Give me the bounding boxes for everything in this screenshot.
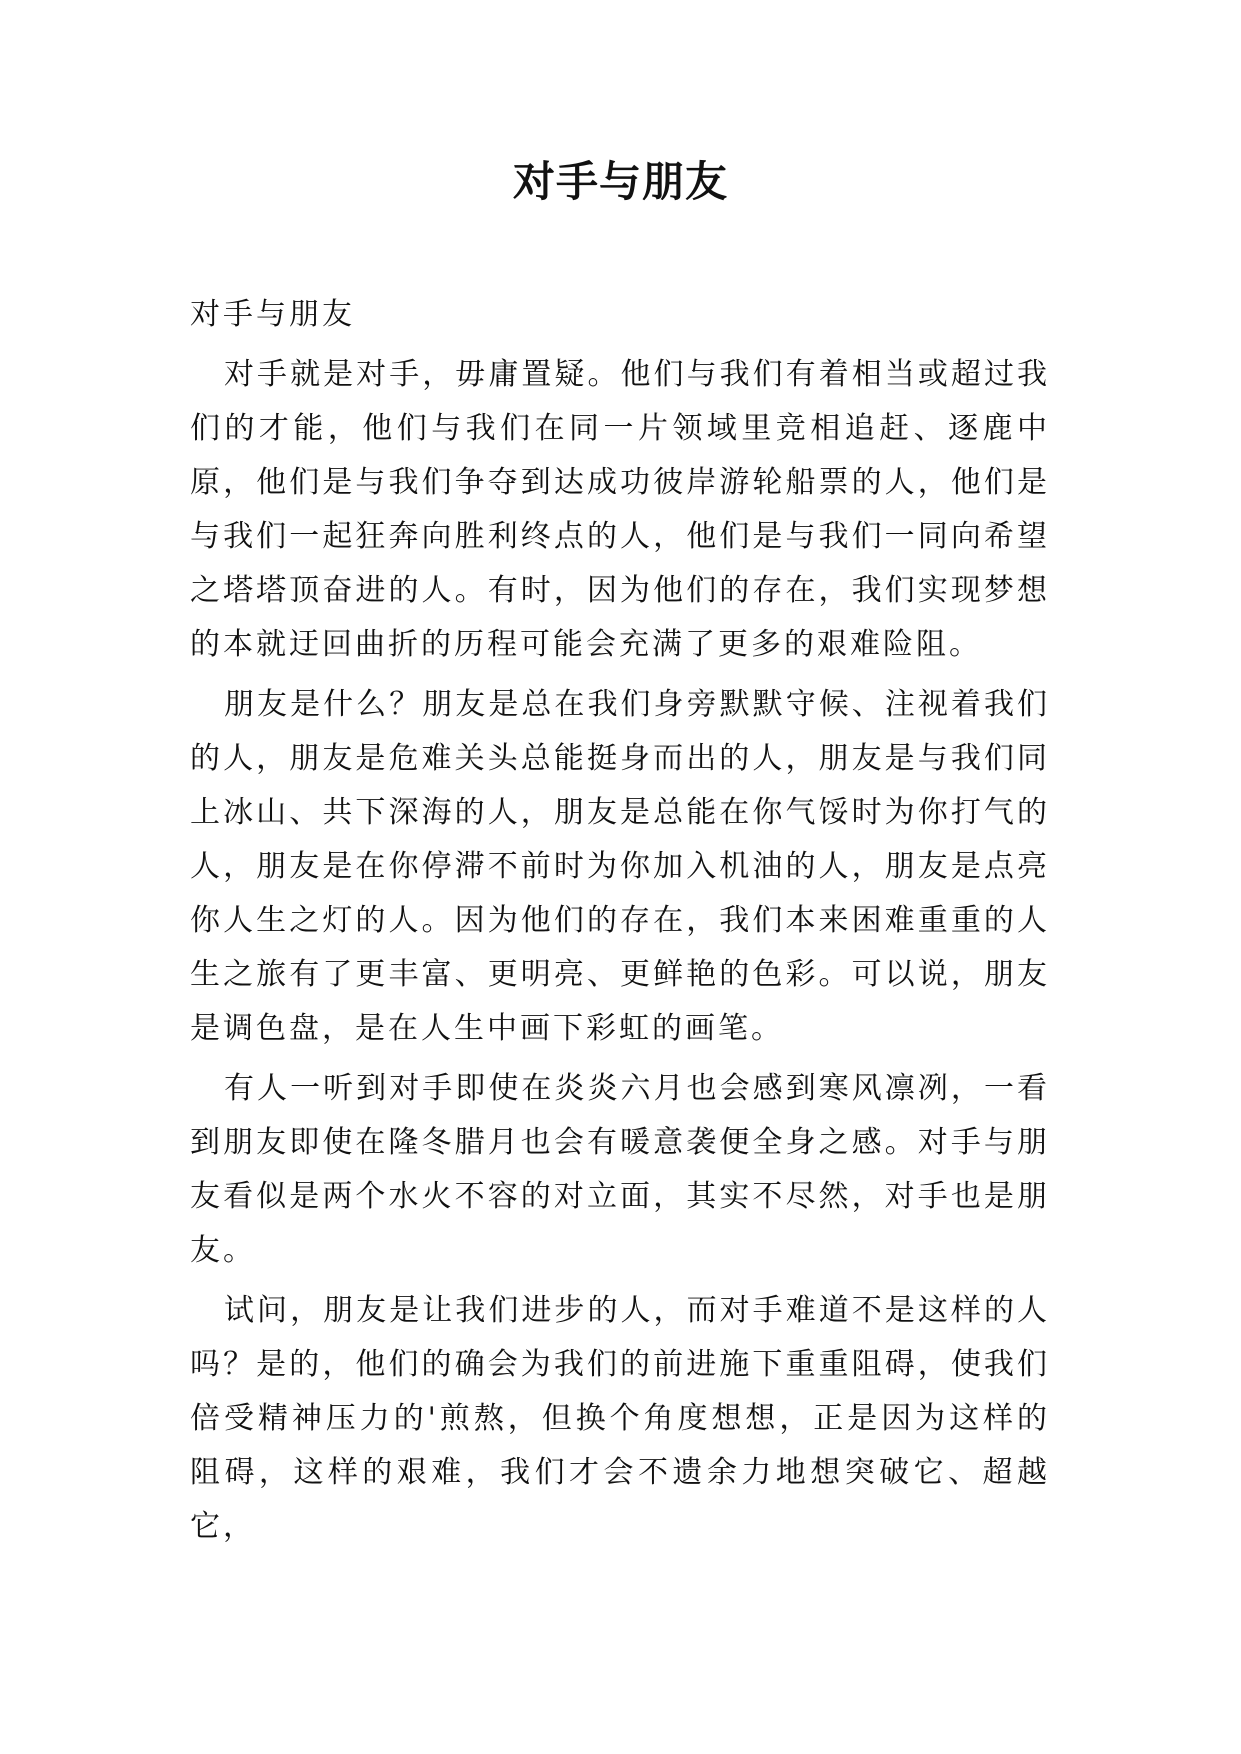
- paragraph-3: 有人一听到对手即使在炎炎六月也会感到寒风凛冽，一看到朋友即使在隆冬腊月也会有暖意袭便全身之感。对手与朋友看似是两个水火不容的对立面，其实不尽然，对手也是朋友。: [190, 1071, 1050, 1268]
- paragraph-2: 朋友是什么？朋友是总在我们身旁默默守候、注视着我们的人，朋友是危难关头总能挺身而出的人，朋友是与我们同上冰山、共下深海的人，朋友是总能在你气馁时为你打气的人，朋友是在你停滞不前时为你加入机油的人，朋友是点亮你人生之灯的人。因为他们的存在，我们本来困难重重的人生之旅有了更丰富、更明亮、更鲜艳的色彩。可以说，朋友是调色盘，是在人生中画下彩虹的画笔。: [190, 687, 1050, 1046]
- document-body: [190, 288, 1050, 1560]
- paragraph-1: 对手就是对手，毋庸置疑。他们与我们有着相当或超过我们的才能，他们与我们在同一片领域里竞相追赶、逐鹿中原，他们是与我们争夺到达成功彼岸游轮船票的人，他们是与我们一起狂奔向胜利终点的人，他们是与我们一同向希望之塔塔顶奋进的人。有时，因为他们的存在，我们实现梦想的本就迂回曲折的历程可能会充满了更多的艰难险阻。: [190, 357, 1050, 662]
- document-title: 对手与朋友: [512, 157, 728, 206]
- document-subheading: 对手与朋友: [190, 297, 355, 332]
- paragraph-4: 试问，朋友是让我们进步的人，而对手难道不是这样的人吗？是的，他们的确会为我们的前进施下重重阻碍，使我们倍受精神压力的'煎熬，但换个角度想想，正是因为这样的阻碍，这样的艰难，我们才会不遗余力地想突破它、超越它，: [190, 1293, 1050, 1544]
